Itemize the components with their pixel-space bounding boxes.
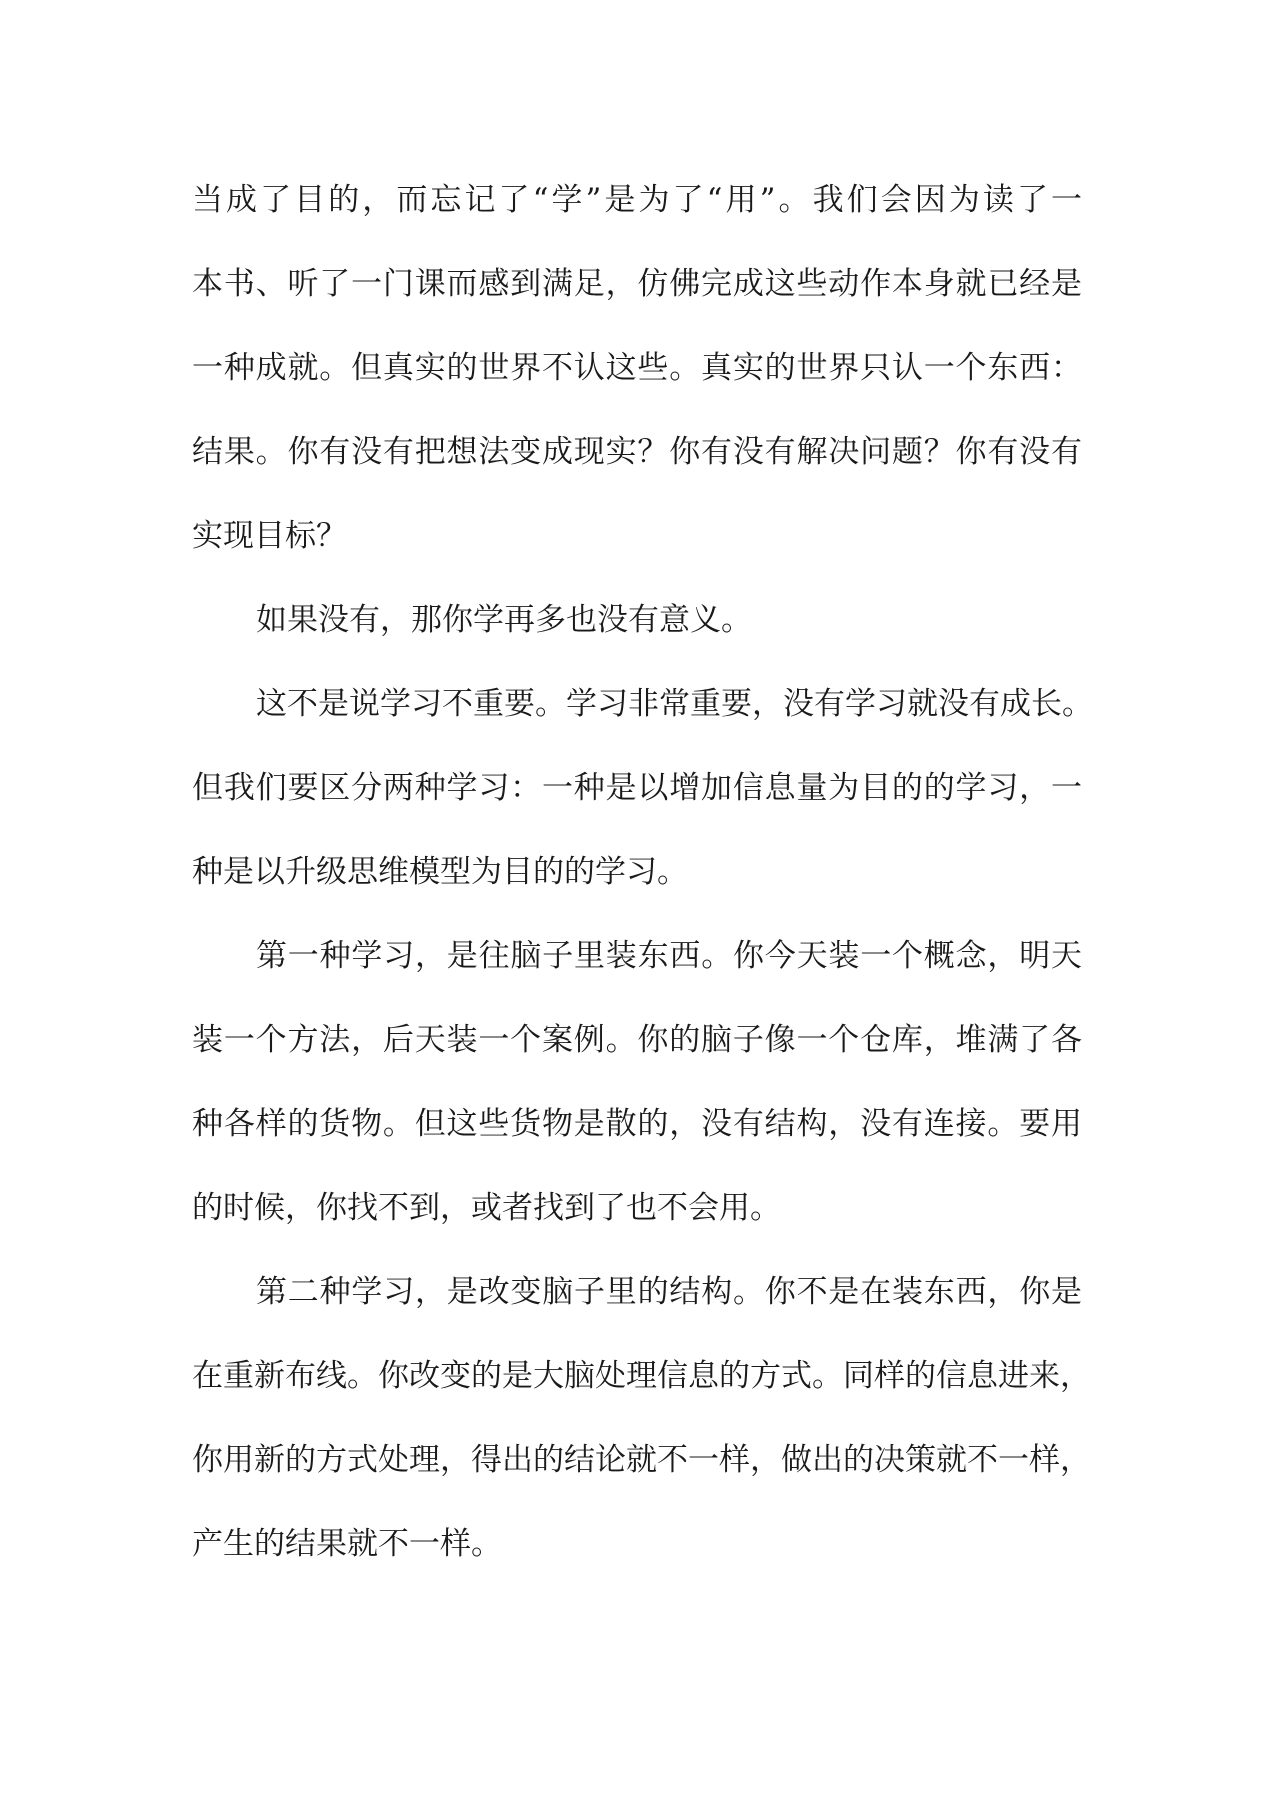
text-line: 当成了目的，而忘记了“学”是为了“用”。我们会因为读了一 [192,182,1082,218]
text-line: 一种成就。但真实的世界不认这些。真实的世界只认一个东西： [192,350,1082,386]
text-line: 种是以升级思维模型为目的的学习。 [192,854,688,890]
text-line: 这不是说学习不重要。学习非常重要，没有学习就没有成长。 [256,686,1093,722]
paragraph [192,1250,1091,1586]
text-line: 但我们要区分两种学习：一种是以增加信息量为目的的学习，一 [192,770,1082,806]
paragraph [192,662,1093,914]
text-line: 装一个方法，后天装一个案例。你的脑子像一个仓库，堆满了各 [192,1022,1082,1058]
text-line: 实现目标？ [192,518,347,554]
text-line: 第一种学习，是往脑子里装东西。你今天装一个概念，明天 [256,938,1082,974]
text-line: 你用新的方式处理，得出的结论就不一样，做出的决策就不一样， [192,1442,1091,1478]
text-line: 产生的结果就不一样。 [192,1526,502,1562]
text-line: 如果没有，那你学再多也没有意义。 [256,602,752,638]
paragraph [192,578,1082,662]
text-line: 第二种学习，是改变脑子里的结构。你不是在装东西，你是 [256,1274,1082,1310]
text-line: 在重新布线。你改变的是大脑处理信息的方式。同样的信息进来， [192,1358,1091,1394]
text-line: 结果。你有没有把想法变成现实？你有没有解决问题？你有没有 [192,434,1082,470]
text-line: 本书、听了一门课而感到满足，仿佛完成这些动作本身就已经是 [192,266,1082,302]
text-line: 种各样的货物。但这些货物是散的，没有结构，没有连接。要用 [192,1106,1082,1142]
paragraph [192,914,1082,1250]
document-body [192,158,1093,1586]
text-line: 的时候，你找不到，或者找到了也不会用。 [192,1190,781,1226]
paragraph [192,158,1082,578]
